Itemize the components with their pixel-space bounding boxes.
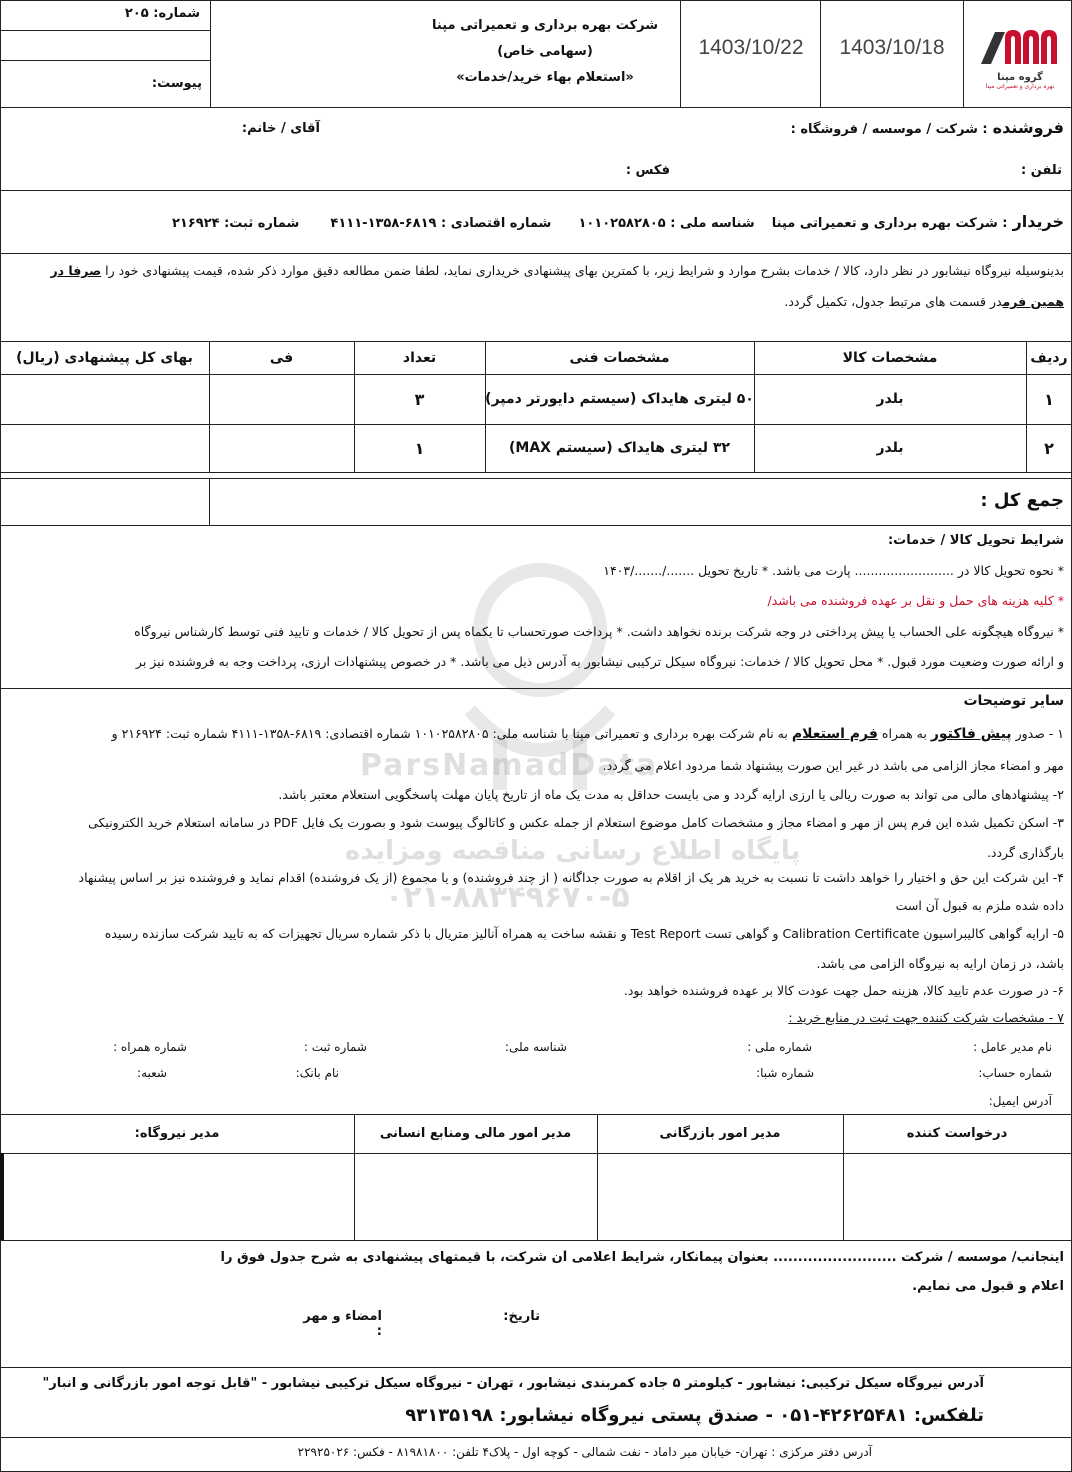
- intro-emphasis-2: همین فرم: [1002, 294, 1064, 309]
- note-1-d: فرم استعلام: [791, 726, 878, 742]
- national-no-field[interactable]: شماره ملی :: [747, 1040, 812, 1054]
- footer-phone: تلفکس: ۴۲۶۲۵۴۸۱-۰۵۱ - صندق پستی نیروگاه نیشابور: ۹۳۱۳۵۱۹۸: [405, 1405, 984, 1426]
- buyer-label: خریدار: [1012, 212, 1064, 231]
- total-price-input[interactable]: [0, 374, 209, 424]
- sig-plant: مدیر نیروگاه:: [134, 1126, 220, 1141]
- form-title: «استعلام بهاء خرید/خدمات»: [456, 70, 634, 85]
- delivery-line-2: * کلیه هزینه های حمل و نقل بر عهده فروشنده می باشد/: [767, 593, 1064, 608]
- note-2: ۲- پیشنهادهای مالی می تواند به صورت ریالی یا ارزی ارایه گردد و می بایست حداقل به مدت یک ماه از تاریخ پایان مهلت پاسخگویی استعلام معتبر باشد.: [278, 787, 1064, 802]
- buyer-row: [8, 212, 1064, 231]
- note-4: ۴- این شرکت این حق و اختیار را خواهد داشت تا نسبت به خرید هر یک از اقلام به صورت جداگانه ( از چند فروشنده) و یا مجموع (از یک فروشنده) اقدام نماید و فروشنده نیز بر اساس پیشنهاد: [78, 870, 1064, 885]
- logo-text: گروه مپنا: [997, 72, 1043, 83]
- note-3-line-2: بارگذاری گردد.: [986, 845, 1064, 860]
- buyer-national-id: شناسه ملی : ۱۰۱۰۲۵۸۲۸۰۵: [578, 216, 755, 231]
- email-field[interactable]: آدرس ایمیل:: [988, 1094, 1052, 1108]
- form-number: شماره: ۲۰۵: [124, 6, 200, 21]
- date-registered: 1403/10/18: [839, 36, 945, 59]
- company-type: (سهامی خاص): [497, 44, 593, 59]
- sig-commerce: مدیر امور بازرگانی: [659, 1126, 781, 1141]
- ceo-field[interactable]: نام مدیر عامل :: [973, 1040, 1052, 1054]
- item-qty: ۳: [414, 389, 425, 409]
- note-6: ۶- در صورت عدم تایید کالا، هزینه حمل جهت عودت کالا بر عهده فروشنده خواهد بود.: [623, 983, 1064, 998]
- col-header-unit-price: فی: [269, 349, 294, 366]
- sig-finance: مدیر امور مالی ومنابع انسانی: [379, 1126, 572, 1141]
- mapna-logo: [975, 24, 1065, 94]
- note-7: ۷ - مشخصات شرکت کننده جهت ثبت در منابع خرید :: [788, 1010, 1064, 1025]
- buyer-economic-code: شماره اقتصادی : ۶۸۱۹-۱۳۵۸-۴۱۱۱: [330, 216, 552, 231]
- footer-office: آدرس دفتر مرکزی : تهران- خیابان میر داماد - نفت شمالی - کوچه اول - پلاک۴ تلفن: ۸۱۹۸۱۸۰۰ - فکس: ۲۲۹۲۵۰۲۶: [297, 1445, 872, 1459]
- bank-field[interactable]: نام بانک:: [295, 1066, 339, 1080]
- reg-no-field[interactable]: شماره ثبت :: [303, 1040, 367, 1054]
- note-1: [8, 726, 1064, 742]
- intro-emphasis-1: صرفا در: [50, 263, 102, 278]
- seller-company: : شرکت / موسسه / فروشگاه :: [790, 122, 988, 137]
- unit-price-input[interactable]: [209, 424, 354, 472]
- intro-line-1: [8, 263, 1064, 278]
- acceptance-line-2: اعلام و قبول می نمایم.: [912, 1279, 1064, 1294]
- delivery-line-3: * نیروگاه هیچگونه علی الحساب یا پیش پرداختی در وجه شرکت برنده نخواهد داشت. * پرداخت صورتحساب تا یکماه پس از تحویل کالا / خدمات و تایید فنی توسط کارشناس نیروگاه: [134, 624, 1064, 639]
- col-header-qty: تعداد: [402, 349, 437, 366]
- logo-subtext: بهره برداری و تعمیراتی مپنا: [985, 83, 1055, 90]
- note-1-line-2: مهر و امضاء مجاز الزامی می باشد در غیر این صورت پیشنهاد شما مردود اعلام می گردد.: [602, 758, 1064, 773]
- item-qty: ۱: [414, 438, 425, 458]
- col-header-total: بهای کل پیشنهادی (ریال): [16, 349, 193, 366]
- note-5-line-2: باشد، در زمان ارایه به نیروگاه الزامی می باشد.: [816, 956, 1064, 971]
- note-5: ۵- ارایه گواهی کالیبراسیون Calibration Certificate و گواهی تست Test Report و نقشه ساخت به همراه آنالیز متریال با ذکر شماره سریال تجهیزات که به تایید شرکت سازنده رسیده: [104, 926, 1064, 941]
- acceptance-line-1: اینجانب/ موسسه / شرکت ......................... بعنوان پیمانکار، شرایط اعلامی آن شرکت، با قیمتهای پیشنهادی به شرح جدول فوق را: [220, 1250, 1064, 1265]
- seller-phone: تلفن :: [1021, 163, 1062, 178]
- notes-title: سایر توضیحات: [963, 693, 1064, 709]
- seller-person: آقای / خانم:: [241, 121, 320, 136]
- plant-manager-sign-box[interactable]: [0, 1153, 354, 1240]
- mapna-logo-icon: [975, 24, 1065, 68]
- col-header-spec: مشخصات فنی: [569, 349, 670, 366]
- delivery-title: شرایط تحویل کالا / خدمات:: [887, 533, 1064, 548]
- watermark-line1: پایگاه اطلاع رسانی مناقصه ومزایده: [345, 836, 801, 866]
- watermark-brand: ParsNamadData: [360, 748, 659, 783]
- note-3: ۳- اسکن تکمیل شده این فرم پس از مهر و امضاء مجاز و مشخصات کامل موضوع استعلام از جمله عکس و کاتالوگ پیوست شود و بصورت یک فایل PDF در سامانه استعلام خرید الکترونیکی: [88, 815, 1064, 830]
- delivery-line-4: و ارائه صورت وضعیت مورد قبول. * محل تحویل کالا / خدمات: نیروگاه سیکل ترکیبی نیشابور به آدرس ذیل می باشد. * در خصوص پیشنهادات ارزی، پرداخت وجه به فروشنده نیز بر: [135, 654, 1064, 669]
- sig-requester: درخواست کننده: [906, 1126, 1008, 1141]
- item-name: بلدر: [876, 440, 904, 456]
- intro-text-1: بدینوسیله نیروگاه نیشابور در نظر دارد، کالا / خدمات بشرح موارد و شرایط زیر، با کمترین بهای پیشنهادی خریداری نماید، لطفا ضمن مطالعه دقیق موارد ذکر شده، قیمت پیشنهادی خود را: [105, 263, 1064, 278]
- item-spec: ۵۰ لیتری هایداک (سیستم دایورتر دمپر): [485, 391, 754, 407]
- acceptance-date[interactable]: تاریخ:: [503, 1309, 540, 1324]
- item-spec: ۳۲ لیتری هایداک (سیستم MAX): [508, 440, 731, 456]
- national-id-field[interactable]: شناسه ملی:: [504, 1040, 567, 1054]
- item-name: بلدر: [876, 391, 904, 407]
- branch-field[interactable]: شعبه:: [137, 1066, 167, 1080]
- sheba-field[interactable]: شماره شبا:: [756, 1066, 814, 1080]
- footer-address: آدرس نیروگاه سیکل ترکیبی: نیشابور - کیلومتر ۵ جاده کمربندی نیشابور ، تهران - نیروگاه سیکل ترکیبی نیشابور - "قابل توجه امور بازرگانی و انبار": [42, 1376, 984, 1391]
- acceptance-sign[interactable]: امضاء و مهر :: [303, 1309, 382, 1339]
- intro-text-2: در قسمت های مرتبط جدول، تکمیل گردد.: [784, 294, 1003, 309]
- buyer-reg-no: شماره ثبت: ۲۱۶۹۲۴: [171, 216, 300, 231]
- row-number: ۱: [1044, 389, 1054, 409]
- grand-total-input[interactable]: [0, 478, 209, 525]
- date-issued: 1403/10/22: [698, 36, 804, 59]
- col-header-item: مشخصات کالا: [842, 349, 938, 366]
- note-1-e: به نام شرکت بهره برداری و تعمیراتی مپنا با شناسه ملی: ۱۰۱۰۲۵۸۲۸۰۵ شماره اقتصادی: ۶۸۱۹-۱۳۵۸-۴۱۱۱ شماره ثبت: ۲۱۶۹۲۴ و: [111, 726, 788, 741]
- intro-line-2: [8, 294, 1064, 309]
- col-header-row: ردیف: [1030, 349, 1068, 366]
- buyer-name: : شرکت بهره برداری و تعمیراتی مپنا: [771, 216, 1008, 231]
- total-price-input[interactable]: [0, 424, 209, 472]
- watermark-line2: ۰۲۱-۸۸۳۴۹۶۷۰-۵: [385, 880, 630, 915]
- note-1-c: به همراه: [881, 726, 927, 741]
- note-1-a: ۱ - صدور: [1015, 726, 1064, 741]
- attachment-label: پیوست:: [151, 76, 202, 91]
- account-field[interactable]: شماره حساب:: [978, 1066, 1052, 1080]
- mobile-field[interactable]: شماره همراه :: [113, 1040, 187, 1054]
- grand-total-label: جمع کل :: [980, 490, 1064, 511]
- delivery-line-1: * نحوه تحویل کالا در ......................... پارت می باشد. * تاریخ تحویل ......./......./۱۴۰۳: [603, 563, 1064, 578]
- unit-price-input[interactable]: [209, 374, 354, 424]
- seller-row: [564, 118, 1064, 137]
- seller-fax: فکس :: [625, 163, 670, 178]
- row-number: ۲: [1044, 438, 1054, 458]
- seller-label: فروشنده: [992, 118, 1064, 137]
- note-1-b: پیش فاکتور: [930, 726, 1012, 742]
- company-name: شرکت بهره برداری و تعمیراتی مپنا: [432, 18, 658, 33]
- note-4-line-2: داده شده ملزم به قبول آن است: [895, 898, 1064, 913]
